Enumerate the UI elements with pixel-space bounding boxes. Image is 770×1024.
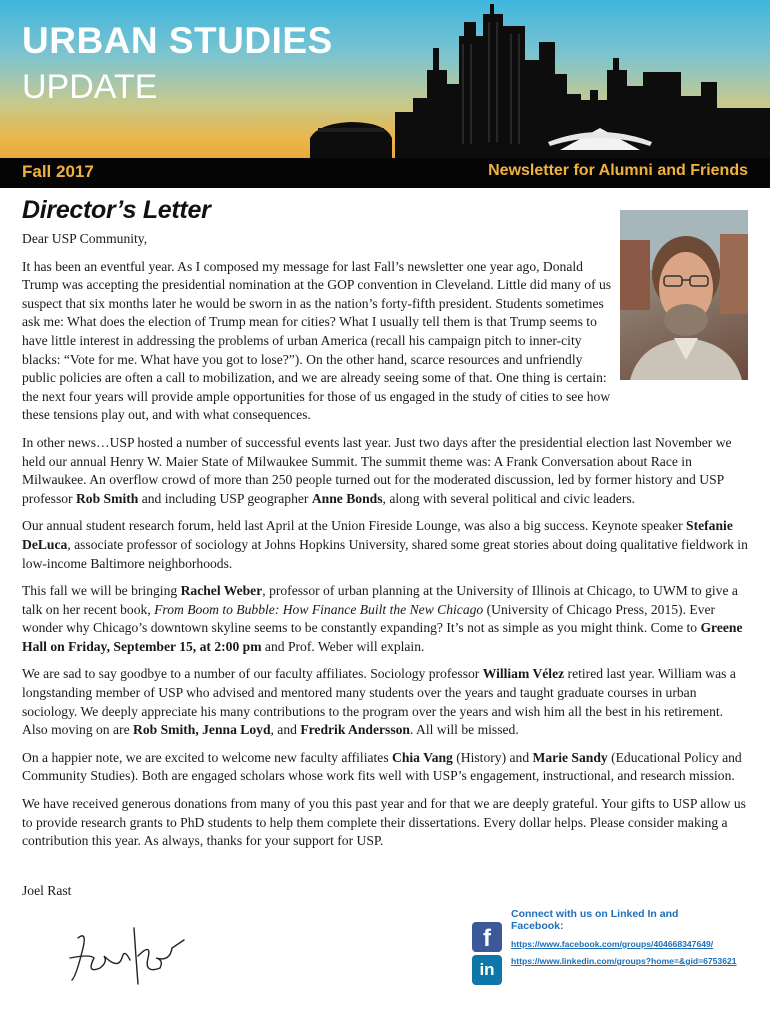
letter-signoff: Joel Rast xyxy=(22,883,72,898)
directors-letter-body xyxy=(22,230,748,860)
newsletter-subtitle: UPDATE xyxy=(22,68,158,106)
facebook-icon[interactable]: f xyxy=(472,922,502,952)
paragraph-6: On a happier note, we are excited to welcome new faculty affiliates Chia Vang (History) and Marie Sandy (Educational Policy and Community Studies). Both are engaged scholars whose work fits well with USP’s engagement, instructional, and research mission. xyxy=(22,749,742,784)
paragraph-5: We are sad to say goodbye to a number of our faculty affiliates. Sociology professor William Vélez retired last year. William was a longstanding member of USP who advised and mentored many students over the years and taught graduate courses in urban sociology. We deeply appreciate his many contributions to the program over the years and wish him all the best in his retirement. Also moving on are Rob Smith, Jenna Loyd, and Fredrik Andersson. All will be missed. xyxy=(22,666,736,738)
linkedin-link[interactable]: https://www.linkedin.com/groups?home=&gid=6753621 xyxy=(511,956,737,966)
paragraph-7: We have received generous donations from many of you this past year and for that we are deeply grateful. Your gifts to USP allow us to provide research grants to PhD students to help them complete their dissertations. Every dollar helps. Please consider making a contribution this year. As always, thanks for your support for USP. xyxy=(22,796,746,849)
linkedin-icon[interactable]: in xyxy=(472,955,502,985)
paragraph-1: It has been an eventful year. As I composed my message for last Fall’s newsletter one year ago, Donald Trump was accepting the presidential nomination at the GOP convention in Cleveland. Little did many of us suspect that six months later he would be sworn in as the nation’s forty-fifth president. Students sometimes ask me: What does the election of Trump mean for cities? What I usually tell them is that Trump seems to have little interest in addressing the problems of urban America (recall his campaign pitch to inner-city blacks: “Vote for me. What have you got to lose?”). On the other hand, scarce resources and unfriendly public policies are often a call to mobilization, and we are already seeing some of that. One thing is certain: the next four years will provide ample opportunities for those of us engaged in the study of cities to see how these tensions play out, and with what consequences. xyxy=(22,258,612,423)
letter-salutation: Dear USP Community, xyxy=(22,231,148,246)
social-connect-heading: Connect with us on Linked In and Facebook: xyxy=(511,908,679,932)
facebook-link[interactable]: https://www.facebook.com/groups/404668347649/ xyxy=(511,939,714,949)
paragraph-3: Our annual student research forum, held last April at the Union Fireside Lounge, was also a big success. Keynote speaker Stefanie DeLuca, associate professor of sociology at Johns Hopkins University, shared some great stories about doing qualitative fieldwork in low-income Baltimore neighborhoods. xyxy=(22,518,748,571)
paragraph-2: In other news…USP hosted a number of successful events last year. Just two days after the presidential election last November we held our annual Henry W. Maier State of Milwaukee Summit. The summit theme was: A Frank Conversation about Race in Milwaukee. An overflow crowd of more than 250 people turned out for the moderated discussion, led by former history and USP professor Rob Smith and including USP geographer Anne Bonds, along with several political and civic leaders. xyxy=(22,434,732,506)
issue-season: Fall 2017 xyxy=(22,162,94,181)
handwritten-signature xyxy=(60,918,190,998)
header-banner xyxy=(0,0,770,158)
newsletter-title: URBAN STUDIES xyxy=(22,20,333,61)
paragraph-4: This fall we will be bringing Rachel Weber, professor of urban planning at the University of Illinois at Chicago, to UWM to give a talk on her recent book, From Boom to Bubble: How Finance Built the New Chicago (University of Chicago Press, 2015). Ever wonder why Chicago’s downtown skyline seems to be constantly expanding? It’s not as simple as you might think. Come to Greene Hall on Friday, September 15, at 2:00 pm and Prof. Weber will explain. xyxy=(22,583,743,654)
article-heading: Director’s Letter xyxy=(22,196,211,224)
newsletter-tagline: Newsletter for Alumni and Friends xyxy=(488,162,748,179)
